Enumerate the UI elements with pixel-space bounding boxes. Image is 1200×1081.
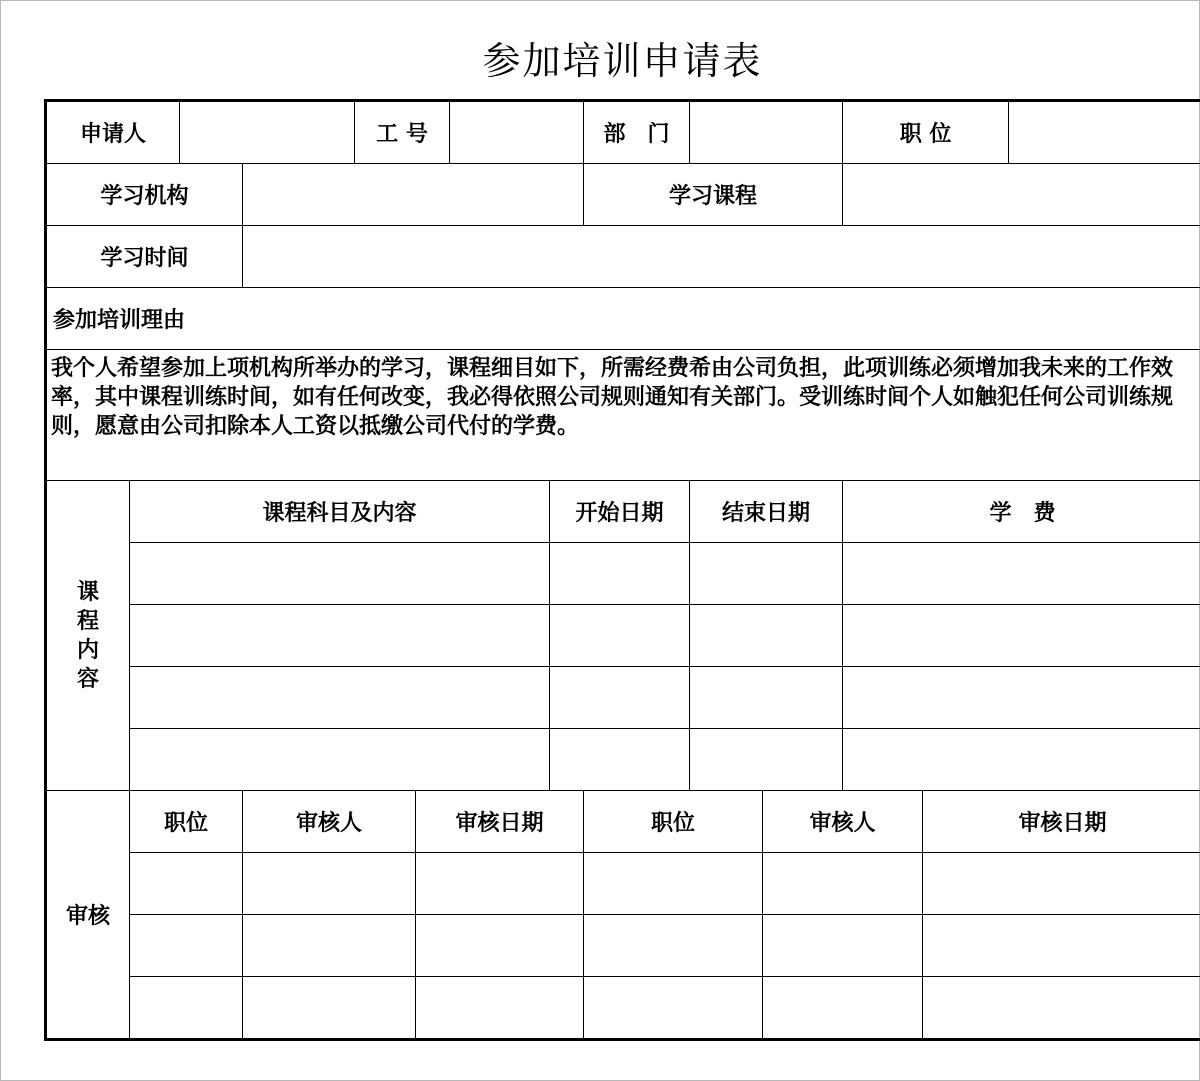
course-subject-cell[interactable] (130, 605, 550, 667)
course-header-start-date: 开始日期 (550, 481, 690, 543)
course-start-cell[interactable] (550, 543, 690, 605)
course-header-row (46, 481, 1200, 543)
review-position-cell[interactable] (584, 915, 763, 977)
course-end-cell[interactable] (690, 605, 843, 667)
review-date-cell[interactable] (923, 915, 1200, 977)
course-start-cell[interactable] (550, 667, 690, 729)
course-end-cell[interactable] (690, 667, 843, 729)
study-time-field[interactable] (243, 226, 1200, 288)
review-row (46, 915, 1200, 977)
review-header-position-1: 职位 (130, 791, 243, 853)
row-institution (46, 164, 1200, 226)
applicant-label: 申请人 (46, 101, 180, 164)
course-subject-cell[interactable] (130, 543, 550, 605)
course-start-cell[interactable] (550, 729, 690, 791)
course-header-end-date: 结束日期 (690, 481, 843, 543)
employee-no-field[interactable] (450, 101, 584, 164)
review-reviewer-cell[interactable] (763, 853, 923, 915)
review-reviewer-cell[interactable] (243, 977, 416, 1040)
institution-label: 学习机构 (46, 164, 243, 226)
course-row (46, 729, 1200, 791)
form-title: 参加培训申请表 (482, 39, 763, 83)
course-field[interactable] (843, 164, 1200, 226)
course-fee-cell[interactable] (843, 605, 1200, 667)
reason-text: 我个人希望参加上项机构所举办的学习，课程细目如下，所需经费希由公司负担，此项训练必须增加我未来的工作效率，其中课程训练时间，如有任何改变，我必得依照公司规则通知有关部门。受训练时间个人如触犯任何公司训练规则，愿意由公司扣除本人工资以抵缴公司代付的学费。 (46, 350, 1200, 481)
course-start-cell[interactable] (550, 605, 690, 667)
applicant-field[interactable] (180, 101, 355, 164)
employee-no-label: 工 号 (355, 101, 450, 164)
course-header-fee: 学 费 (843, 481, 1200, 543)
course-fee-cell[interactable] (843, 729, 1200, 791)
position-field[interactable] (1009, 101, 1200, 164)
review-position-cell[interactable] (130, 853, 243, 915)
review-date-cell[interactable] (416, 853, 584, 915)
course-subject-cell[interactable] (130, 729, 550, 791)
course-label: 学习课程 (584, 164, 843, 226)
review-position-cell[interactable] (584, 853, 763, 915)
row-study-time (46, 226, 1200, 288)
review-position-cell[interactable] (130, 977, 243, 1040)
study-time-label: 学习时间 (46, 226, 243, 288)
review-header-reviewer-2: 审核人 (763, 791, 923, 853)
review-reviewer-cell[interactable] (763, 915, 923, 977)
position-label: 职 位 (843, 101, 1009, 164)
review-header-row (46, 791, 1200, 853)
row-applicant-info (46, 101, 1200, 164)
review-reviewer-cell[interactable] (243, 915, 416, 977)
course-end-cell[interactable] (690, 729, 843, 791)
course-row (46, 605, 1200, 667)
review-date-cell[interactable] (416, 977, 584, 1040)
review-date-cell[interactable] (416, 915, 584, 977)
course-subject-cell[interactable] (130, 667, 550, 729)
review-row (46, 853, 1200, 915)
row-reason-text (46, 350, 1200, 481)
review-header-position-2: 职位 (584, 791, 763, 853)
training-application-form (44, 99, 1200, 1041)
review-position-cell[interactable] (584, 977, 763, 1040)
review-position-cell[interactable] (130, 915, 243, 977)
course-row (46, 543, 1200, 605)
course-header-subject: 课程科目及内容 (130, 481, 550, 543)
row-reason-title (46, 288, 1200, 350)
department-label: 部 门 (584, 101, 690, 164)
review-date-cell[interactable] (923, 853, 1200, 915)
review-header-date-2: 审核日期 (923, 791, 1200, 853)
review-header-reviewer-1: 审核人 (243, 791, 416, 853)
review-section-label: 审核 (46, 791, 130, 1040)
institution-field[interactable] (243, 164, 584, 226)
course-row (46, 667, 1200, 729)
review-date-cell[interactable] (923, 977, 1200, 1040)
review-row (46, 977, 1200, 1040)
review-reviewer-cell[interactable] (243, 853, 416, 915)
course-fee-cell[interactable] (843, 667, 1200, 729)
course-fee-cell[interactable] (843, 543, 1200, 605)
review-header-date-1: 审核日期 (416, 791, 584, 853)
department-field[interactable] (690, 101, 843, 164)
course-section-label: 课程内容 (46, 481, 130, 791)
review-reviewer-cell[interactable] (763, 977, 923, 1040)
course-end-cell[interactable] (690, 543, 843, 605)
reason-title: 参加培训理由 (46, 288, 1200, 350)
